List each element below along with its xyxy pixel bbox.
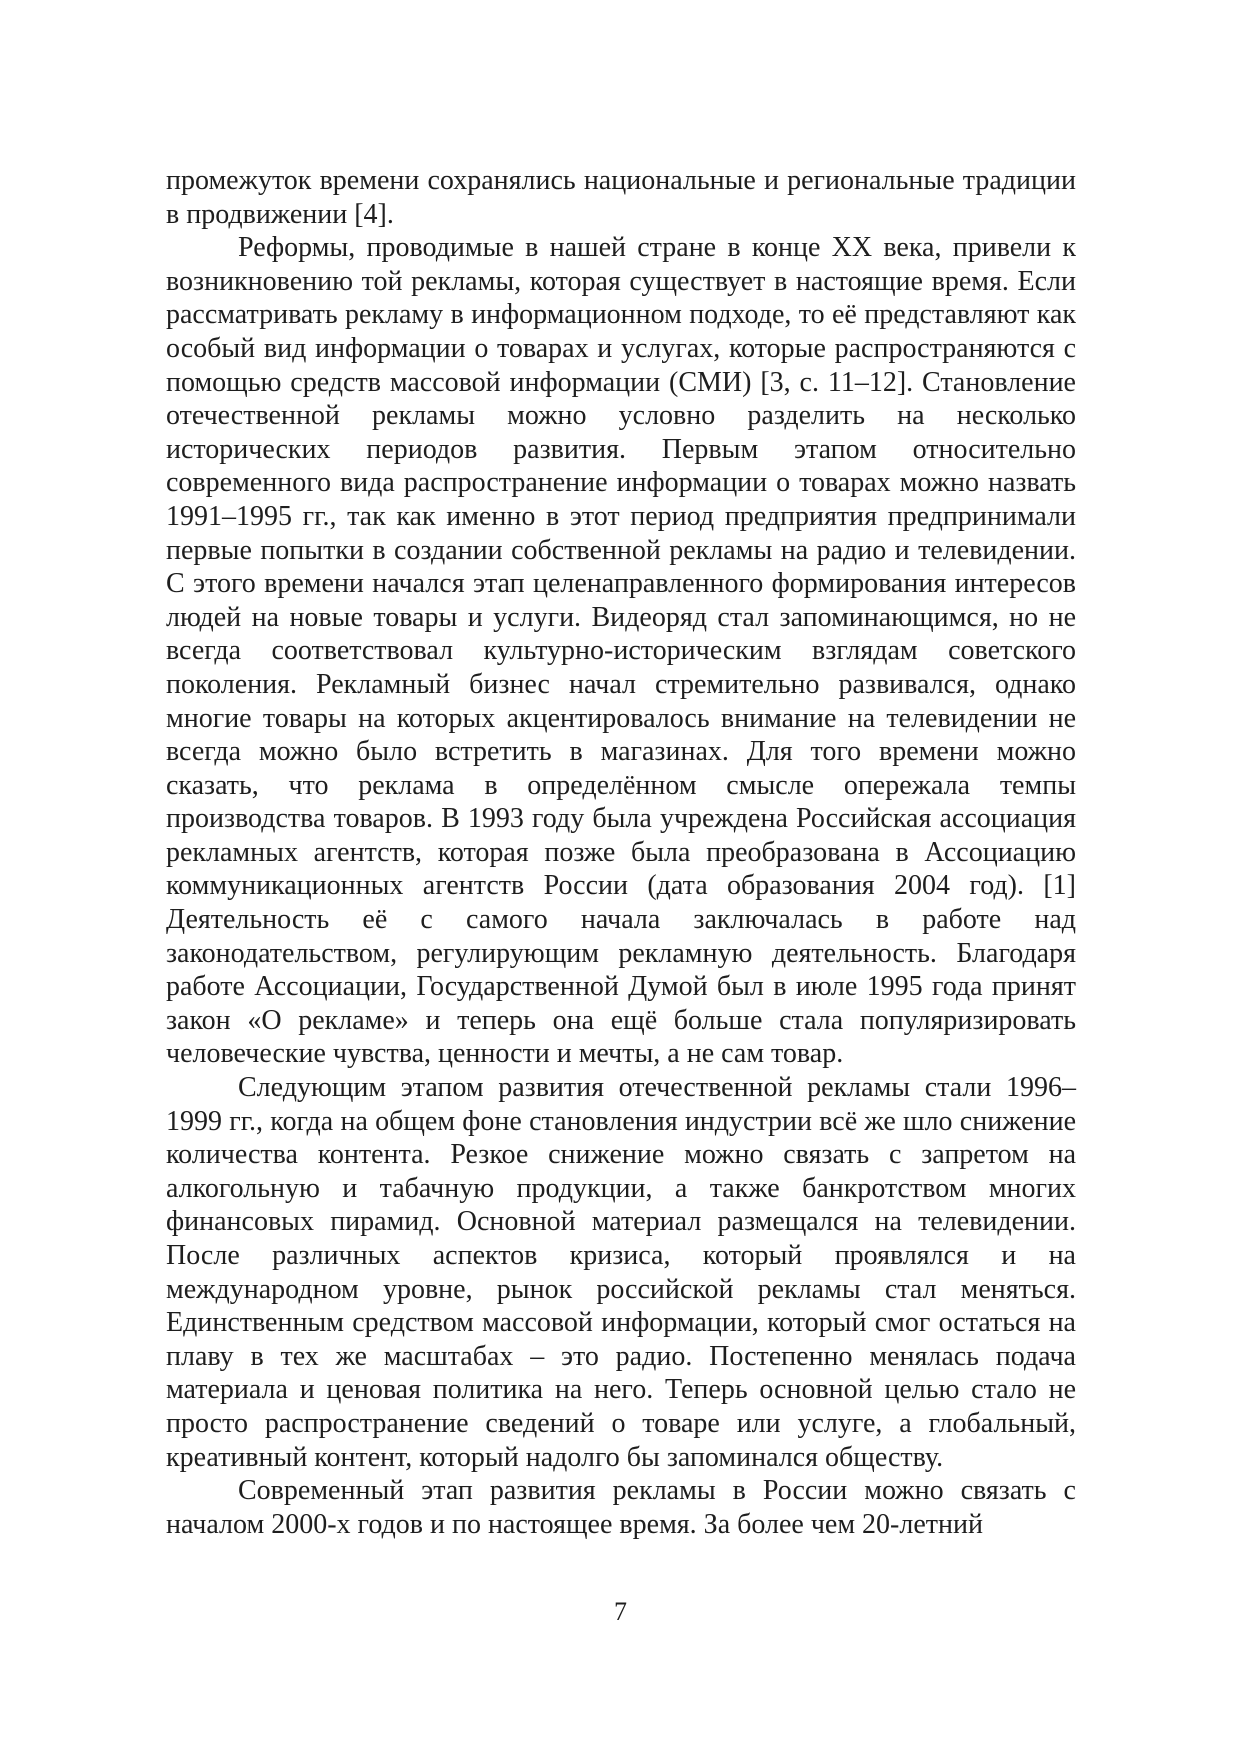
page-number: 7 bbox=[614, 1597, 627, 1626]
body-text bbox=[166, 164, 1076, 1541]
paragraph-next-stage: Следующим этапом развития отечественной рекламы стали 1996–1999 гг., когда на общем фоне становления индустрии всё же шло снижение количества контента. Резкое снижение можно связать с запретом на алкогольную и табачную продукции, а также банкротством многих финансовых пирамид. Основной материал размещался на телевидении. После различных аспектов кризиса, который проявлялся и на международном уровне, рынок российской рекламы стал меняться. Единственным средством массовой информации, который смог остаться на плаву в тех же масштабах – это радио. Постепенно менялась подача материала и ценовая политика на него. Теперь основной целью стало не просто распространение сведений о товаре или услуге, а глобальный, креативный контент, который надолго бы запоминался обществу. bbox=[166, 1072, 1076, 1473]
paragraph-reforms: Реформы, проводимые в нашей стране в конце XX века, привели к возникновению той рекламы, которая существует в настоящие время. Если рассматривать рекламу в информационном подходе, то её представляют как особый вид информации о товарах и услугах, которые распространяются с помощью средств массовой информации (СМИ) [3, с. 11–12]. Становление отечественной рекламы можно условно разделить на несколько исторических периодов развития. Первым этапом относительно современного вида распространение информации о товарах можно назвать 1991–1995 гг., так как именно в этот период предприятия предпринимали первые попытки в создании собственной рекламы на радио и телевидении. С этого времени начался этап целенаправленного формирования интересов людей на новые товары и услуги. Видеоряд стал запоминающимся, но не всегда соответствовал культурно-историческим взглядам советского поколения. Рекламный бизнес начал стремительно развивался, однако многие товары на которых акцентировалось внимание на телевидении не всегда можно было встретить в магазинах. Для того времени можно сказать, что реклама в определённом смысле опережала темпы производства товаров. В 1993 году была учреждена Российская ассоциация рекламных агентств, которая позже была преобразована в Ассоциацию коммуникационных агентств России (дата образования 2004 год). [1] Деятельность её с самого начала заключалась в работе над законодательством, регулирующим рекламную деятельность. Благодаря работе Ассоциации, Государственной Думой был в июле 1995 года принят закон «О рекламе» и теперь она ещё больше стала популяризировать человеческие чувства, ценности и мечты, а не сам товар. bbox=[166, 232, 1076, 1070]
paragraph-modern-stage: Современный этап развития рекламы в России можно связать с началом 2000-х годов и по настоящее время. За более чем 20-летний bbox=[166, 1475, 1076, 1540]
paragraph-continuation: промежуток времени сохранялись национальные и региональные традиции в продвижении [4]. bbox=[166, 165, 1076, 230]
